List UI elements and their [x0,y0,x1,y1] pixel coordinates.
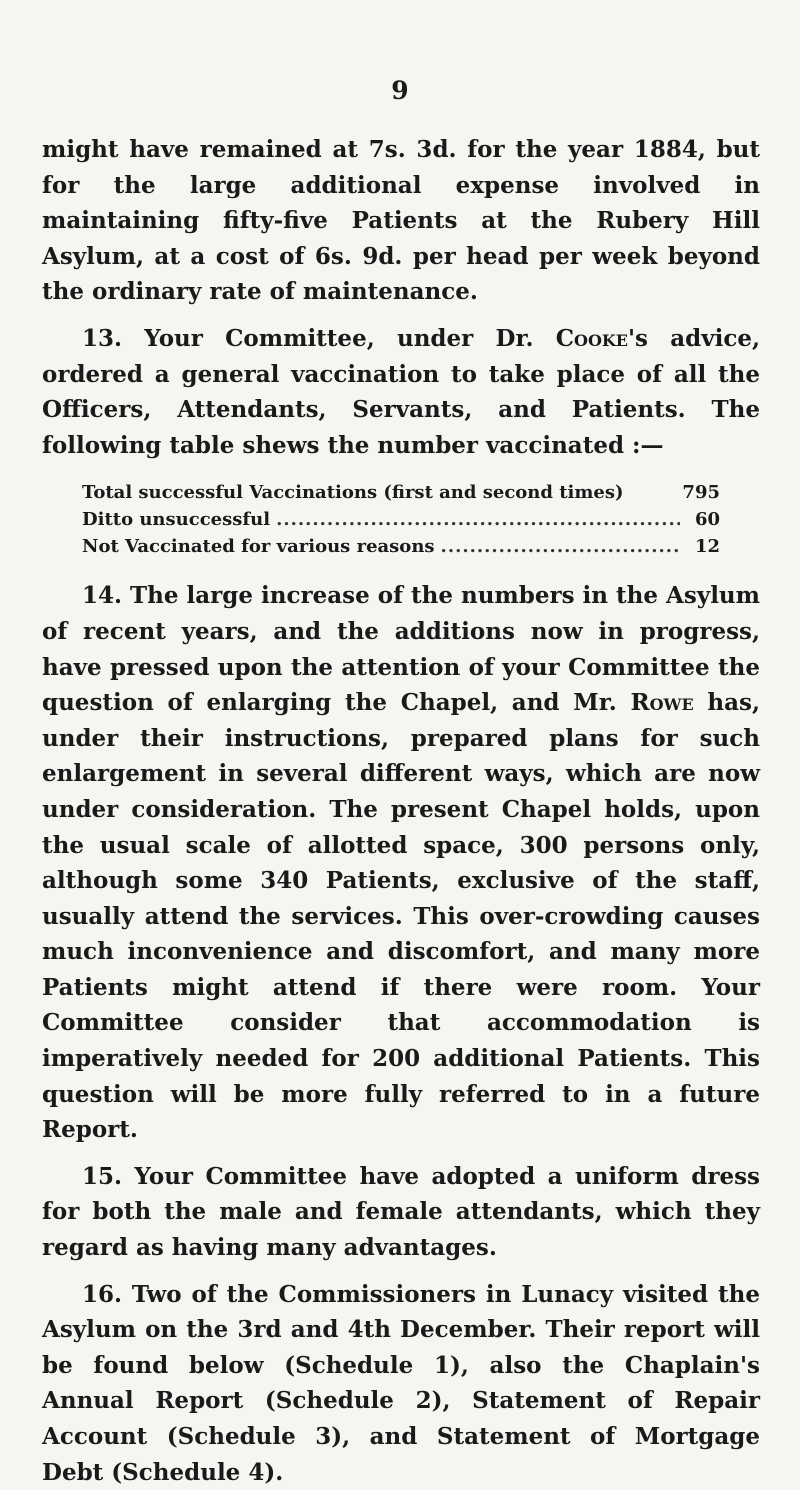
row-label: Ditto unsuccessful [82,509,271,531]
paragraph-15: 15. Your Committee have adopted a uniform dress for both the male and female attendants, which they regard as having many advantages. [42,1162,760,1262]
vaccination-table [82,479,720,560]
name-cooke: Cooke [555,324,629,352]
paragraph-continuation: might have remained at 7s. 3d. for the year 1884, but for the large additional expense involved in maintaining fifty-five Patients at the Rubery Hill Asylum, at a cost of 6s. 9d. per head per week beyond the ordinary rate of maintenance. [42,136,760,306]
row-label: Total successful Vaccinations (first and second times) [82,482,624,504]
paragraph-13-text-a: 13. Your Committee, under Dr. [82,324,556,352]
paragraph-13 [42,321,760,463]
report-body [42,132,760,1490]
row-value: 12 [694,536,720,558]
paragraph-13-text-b: 's advice, ordered a general vaccination to take place of all the Officers, Attendants, Servants, and Patients. The following table shews the number vaccinated :— [42,324,760,459]
paragraph-14 [42,578,760,1148]
row-value: 795 [682,482,720,504]
row-label: Not Vaccinated for various reasons [82,536,435,558]
dot-leader [441,533,680,560]
paragraph-14-text-a: 14. The large increase of the numbers in the Asylum of recent years, and the additions now in progress, have pressed upon the attention of your Committee the question of enlarging the Chapel, and Mr. [42,582,760,717]
paragraph-14-text-b: has, under their instructions, prepared plans for such enlargement in several different ways, which are now under consideration. The present Chapel holds, upon the usual scale of allotted space, 300 persons only, although some 340 Patients, exclusive of the staff, usually attend the services. This over-crowding causes much inconvenience and discomfort, and many more Patients might attend if there were room. Your Committee consider that accommodation is imperatively needed for 200 additional Patients. This question will be more fully referred to in a future Report. [42,689,761,1144]
table-row [82,506,720,533]
table-row [82,533,720,560]
table-row [82,479,720,506]
name-rowe: Rowe [630,689,694,717]
row-value: 60 [694,509,720,531]
paragraph-16: 16. Two of the Commissioners in Lunacy visited the Asylum on the 3rd and 4th December. Their report will be found below (Schedule 1), also the Chaplain's Annual Report (Schedule 2), Statement of Repair Account (Schedule 3), and Statement of Mortgage Debt (Schedule 4). [42,1280,760,1486]
page-number: 9 [391,76,409,105]
dot-leader [276,506,680,533]
